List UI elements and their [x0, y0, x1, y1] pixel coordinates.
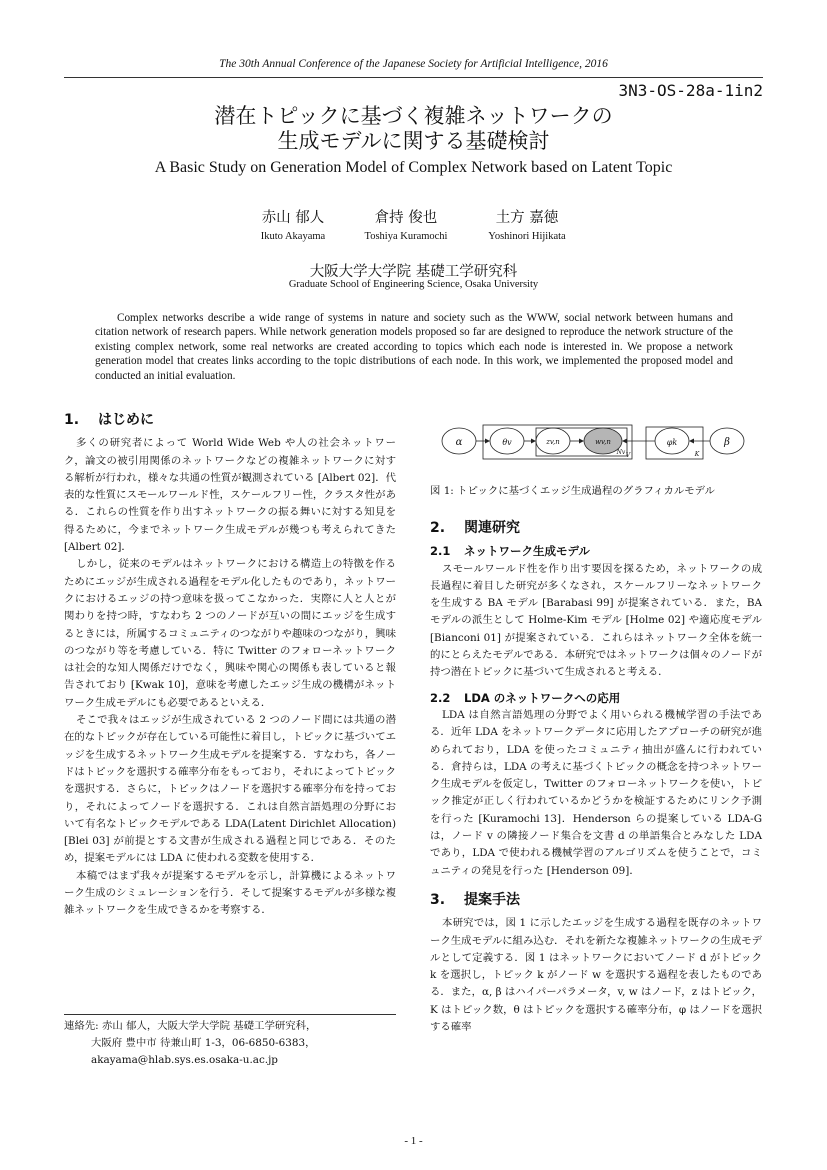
subsection-2-2-number: 2.2	[430, 690, 451, 705]
subsection-2-2-paragraph: LDA は自然言語処理の分野でよく用いられる機械学習の手法である．近年 LDA をネットワークデータに応用したアプローチの研究が進められており，LDA を使ったコミュニティ抽出が盛んに行われている．倉持らは，LDA の考えに基づくトピックの概念を持つネットワーク生成モデルを仮定し，Twitter のフォローネットワークを使い，トピック推定が正しく行われているかどうかを検証するためにリンク予測を行った [Kuramochi 13]．Henderson らの提案している LDA-G は，ノード v の隣接ノード集合を文書 d の単語集合とみなした LDA であり，LDA で使われる機械学習のアルゴリズムを使うことで，コミュニティの発見を行った [Henderson 09]．	[430, 708, 762, 877]
section-3-number: 3.	[430, 891, 446, 908]
footnote-line: 大阪府 豊中市 待兼山町 1-3，06-6850-6383，	[91, 1037, 316, 1049]
author-2-en: Toshiya Kuramochi	[364, 231, 448, 242]
author-3-jp: 土方 嘉徳	[495, 210, 559, 226]
section-1-paragraph: そこで我々はエッジが生成されている 2 つのノード間には共通の潜在的なトピックが存在している可能性に着目し，トピックに基づいてエッジを生成するネットワーク生成モデルを提案する．すなわち，各ノードはトピックを選択する確率分布をもっており，それによってトピックを選択する．さらに，トピックはノードを選択する確率分布を持っており，それによってノードを選択する．これは自然言語処理の分野において有名なトピックモデルである LDA(Latent Dirichlet Allocation)[Blei 03] が前提とする文書が生成される過程と同じである．そのため，提案モデルには LDA に使われる変数を使用する．	[64, 714, 396, 865]
plate-label-K: K	[694, 451, 700, 458]
title-jp	[0, 104, 827, 154]
label-z: zv,n	[546, 438, 560, 446]
left-column	[64, 412, 396, 920]
footnote	[64, 1018, 316, 1069]
author-1	[233, 206, 353, 242]
footnote-email[interactable]: akayama@hlab.sys.es.osaka-u.ac.jp	[91, 1054, 278, 1066]
title-jp-line1: 潜在トピックに基づく複雑ネットワークの	[214, 104, 613, 128]
subsection-2-1-number: 2.1	[430, 544, 451, 559]
paper-id: 3N3-OS-28a-1in2	[618, 81, 763, 100]
section-3-title: 提案手法	[464, 891, 520, 908]
graphical-model-figure	[440, 423, 762, 465]
author-1-jp: 赤山 郁人	[261, 210, 325, 226]
figure-caption: 図 1: トピックに基づくエッジ生成過程のグラフィカルモデル	[430, 485, 715, 497]
section-3-paragraph: 本研究では，図 1 に示したエッジを生成する過程を既存のネットワーク生成モデルに組み込む．それを新たな複雑ネットワークの生成モデルとして定義する．図 1 はネットワークにおいてノード d がトピック k を選択し，トピック k がノード w を選択する過程を表したものである．また，α, β はハイパーパラメータ，v, w はノード，z はトピック，K はトピック数，θ はトピックを選択する確率分布，φ はノードを選択する確率	[430, 917, 762, 1034]
label-alpha: α	[455, 437, 463, 448]
section-1-heading	[64, 412, 396, 429]
label-w: wv,n	[595, 438, 611, 446]
abstract: Complex networks describe a wide range of systems in nature and society such as the WWW, social network between humans and citation network of research papers. While network generation models proposed so far are designed to reproduce the network structure of the existing complex network, some real networks are created according to topics which each node is interested in. We propose a network generation model that creates links according to the topic distributions of each node. In this work, we implemented the proposed model and conducted an initial evaluation.	[95, 312, 733, 382]
label-beta: β	[724, 437, 730, 448]
affiliation-jp: 大阪大学大学院 基礎工学研究科	[309, 264, 518, 280]
header-rule	[64, 77, 763, 78]
affiliation-en: Graduate School of Engineering Science, Osaka University	[288, 279, 539, 290]
right-column	[430, 520, 762, 1036]
footnote-rule	[64, 1014, 396, 1015]
author-1-en: Ikuto Akayama	[260, 231, 326, 242]
section-3-heading	[430, 892, 762, 909]
title-en: A Basic Study on Generation Model of Complex Network based on Latent Topic	[154, 159, 673, 176]
section-2-title: 関連研究	[464, 520, 520, 536]
subsection-2-1-heading	[430, 543, 762, 560]
section-1-paragraph: 本稿ではまず我々が提案するモデルを示し，計算機によるネットワーク生成のシミュレーションを行う．そして提案するモデルが多様な複雑ネットワークを生成できるかを考察する．	[64, 869, 396, 917]
footnote-line: 連絡先: 赤山 郁人，大阪大学大学院 基礎工学研究科，	[64, 1020, 317, 1032]
section-1-paragraph: 多くの研究者によって World Wide Web や人の社会ネットワーク，論文の被引用関係のネットワークなどの複雑ネットワークに対する解析が行われ，様々な共通の性質が観測されている [Albert 02]．代表的な性質にスモールワールド性，スケールフリー性，クラスタ性がある．これらの性質を作り出すネットワークの振る舞いに対する知見を得るために，今までネットワーク生成モデルが幾つも考えられてきた [Albert 02]．	[64, 437, 396, 554]
section-1-number: 1.	[64, 412, 80, 428]
plate-label-V: V	[625, 452, 631, 459]
subsection-2-2-title: LDA のネットワークへの応用	[464, 690, 621, 705]
subsection-2-2-heading	[430, 690, 762, 707]
section-1-paragraph: しかし，従来のモデルはネットワークにおける構造上の特徴を作るためにエッジが生成される過程をモデル化したものであり，ネットワークにおけるエッジの持つ意味を扱ってこなかった．実際に人と人とが関わりを持つ時，すなわち 2 つのノードが互いの間にエッジを生成するときには，所属するコミュニティのつながりや趣味のつながり，興味のつながり等を考慮している．特に Twitter のフォローネットワークは社会的な知人関係だけでなく，興味や関心の関係も表していると報告されており [Kwak 10]，意味を考慮したエッジ生成の機構がネットワーク生成モデルにも必要であるといえる．	[64, 558, 396, 709]
title-jp-line2: 生成モデルに関する基礎検討	[277, 129, 550, 153]
author-3	[467, 206, 587, 242]
label-theta: θv	[502, 438, 512, 447]
subsection-2-1-paragraph: スモールワールド性を作り出す要因を探るため，ネットワークの成長過程に着目した研究が多くなされ，スケールフリーなネットワークを生成する BA モデル [Barabasi 99] が提案されている．また，BA モデルの派生として Holme-Kim モデル [Holme 02] や適応度モデル [Bianconi 01] が提案されている．これらはネットワーク全体を統一的にとらえたモデルである．本研究ではネットワークは個々のノードが持つ潜在トピックに基づいて生成されると考える．	[430, 562, 762, 679]
author-3-en: Yoshinori Hijikata	[488, 231, 566, 242]
author-2	[346, 206, 466, 242]
section-2-heading	[430, 520, 762, 537]
section-1-title: はじめに	[98, 412, 154, 428]
section-2-number: 2.	[430, 520, 446, 536]
conference-header: The 30th Annual Conference of the Japanese Society for Artificial Intelligence, 2016	[219, 58, 608, 70]
label-phi: φk	[666, 438, 678, 447]
author-2-jp: 倉持 俊也	[374, 210, 438, 226]
plate-label-Nv: Nv	[616, 449, 626, 456]
subsection-2-1-title: ネットワーク生成モデル	[464, 544, 590, 559]
page-number: - 1 -	[404, 1135, 423, 1147]
